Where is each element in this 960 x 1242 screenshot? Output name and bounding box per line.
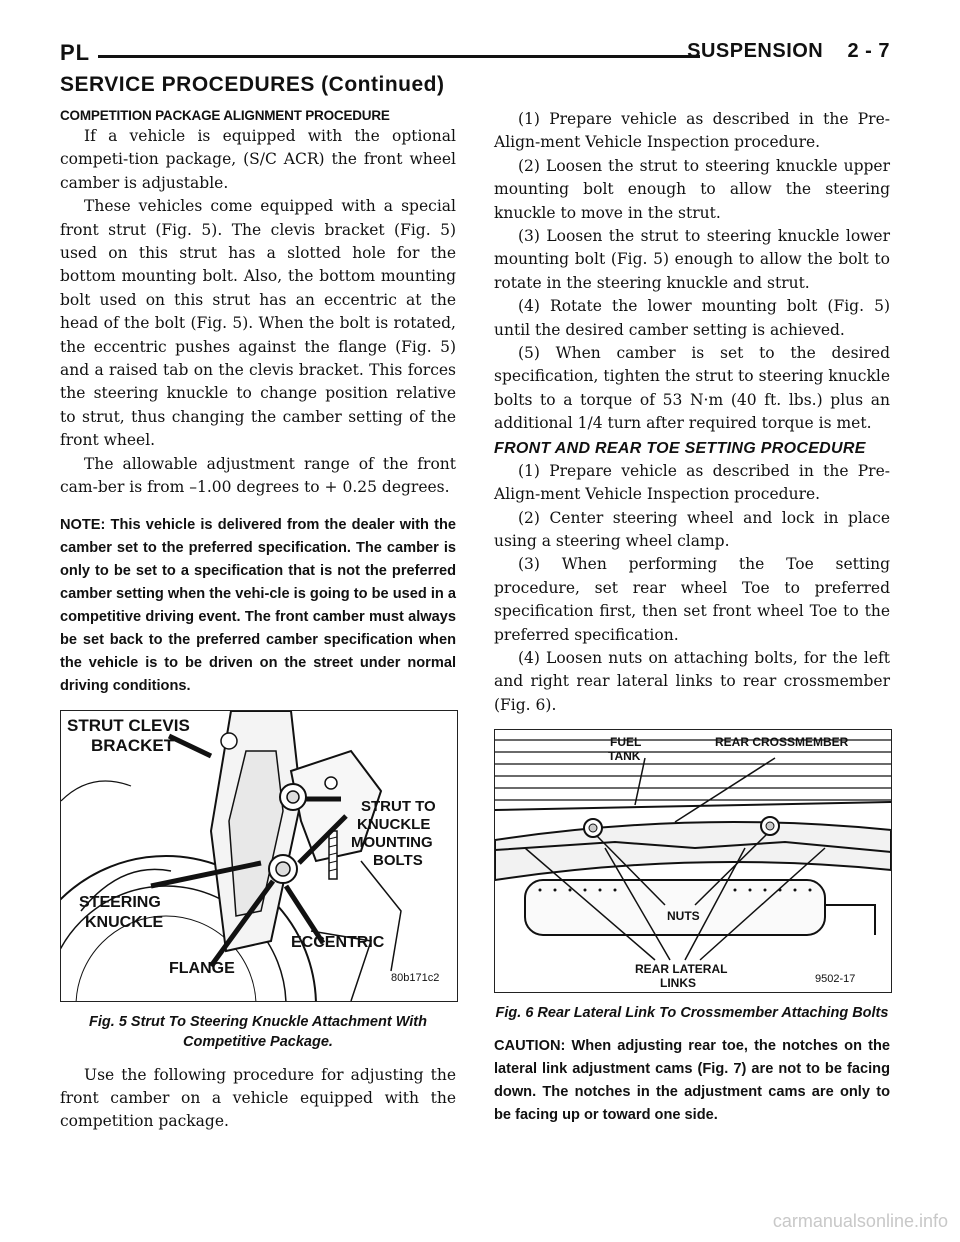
step: (4) Rotate the lower mounting bolt (Fig. 5) until the desired camber setting is achieved. <box>494 297 890 339</box>
label-links: LINKS <box>660 976 696 991</box>
step: (2) Center steering wheel and lock in place using a steering wheel clamp. <box>494 508 890 550</box>
left-column <box>60 108 456 1134</box>
header-left: PL <box>60 40 91 65</box>
step: (5) When camber is set to the desired specification, tighten the strut to steering knuckle bolts to a torque of 53 N·m (40 ft. lbs.) plus an additional 1/4 turn after required torque is met. <box>494 344 890 433</box>
paragraph: These vehicles come equipped with a special front strut (Fig. 5). The clevis bracket (Fig. 5) used on this strut has a slotted hole for the bottom mounting bolt. Also, the bottom mounting bolt used on this strut has an eccentric at the head of the bolt (Fig. 5). When the bolt is rotated, the eccentric pushes against the flange (Fig. 5) and a raised tab on the clevis bracket. This forces the steering knuckle to change position relative to strut, thus changing the camber setting of the front wheel. <box>60 197 456 450</box>
label-rear-crossmember: REAR CROSSMEMBER <box>715 735 849 750</box>
section-title: SERVICE PROCEDURES (Continued) <box>60 73 445 96</box>
strut-knuckle-illustration <box>61 711 457 1001</box>
label-bracket: BRACKET <box>91 735 175 755</box>
label-mounting: MOUNTING <box>351 833 433 851</box>
label-knuckle-2: KNUCKLE <box>85 913 164 931</box>
label-eccentric: ECCENTRIC <box>291 933 385 951</box>
caution-block: CAUTION: When adjusting rear toe, the notches on the lateral link adjustment cams (Fig. 7) are not to be facing down. The notches in the adjustment cams are only to be facing up or toward one side. <box>494 1038 890 1124</box>
step: (3) When performing the Toe setting procedure, set rear wheel Toe to preferred specification first, then set front wheel Toe to the preferred specification. <box>494 555 890 644</box>
header-rule <box>98 55 700 58</box>
competition-subhead: COMPETITION PACKAGE ALIGNMENT PROCEDURE <box>60 108 390 123</box>
figure-5 <box>60 710 458 1002</box>
label-flange: FLANGE <box>169 959 235 977</box>
figure-code: 80b171c2 <box>391 971 440 984</box>
figure-6-caption: Fig. 6 Rear Lateral Link To Crossmember Attaching Bolts <box>495 1005 889 1022</box>
step: (2) Loosen the strut to steering knuckle upper mounting bolt enough to allow the steering knuckle to move in the strut. <box>494 156 890 222</box>
figure-code: 9502-17 <box>815 973 856 986</box>
label-fuel: FUEL <box>610 735 642 750</box>
label-nuts: NUTS <box>667 909 700 924</box>
paragraph: If a vehicle is equipped with the optional competi-tion package, (S/C ACR) the front wheel camber is adjustable. <box>60 127 456 192</box>
right-column <box>494 108 890 1127</box>
label-strut-to: STRUT TO <box>361 797 436 815</box>
label-knuckle: KNUCKLE <box>357 815 431 833</box>
label-strut-clevis: STRUT CLEVIS <box>67 715 190 735</box>
label-bolts: BOLTS <box>373 851 423 869</box>
figure-5-caption: Fig. 5 Strut To Steering Knuckle Attachment With Competitive Package. <box>89 1013 427 1050</box>
page-header <box>60 40 890 76</box>
watermark: carmanualsonline.info <box>772 1211 948 1231</box>
label-rear-lateral: REAR LATERAL <box>635 962 728 977</box>
step: (3) Loosen the strut to steering knuckle lower mounting bolt (Fig. 5) enough to allow the bolt to rotate in the steering knuckle and strut. <box>494 227 890 292</box>
label-tank: TANK <box>608 749 641 764</box>
toe-subhead: FRONT AND REAR TOE SETTING PROCEDURE <box>494 439 866 457</box>
crossmember-illustration <box>495 730 891 992</box>
step: (1) Prepare vehicle as described in the Pre-Align-ment Vehicle Inspection procedure. <box>494 110 890 152</box>
step: (4) Loosen nuts on attaching bolts, for the left and right rear lateral links to rear crossmember (Fig. 6). <box>494 648 890 714</box>
figure-6 <box>494 729 892 993</box>
paragraph: Use the following procedure for adjusting the front camber on a vehicle equipped with the competition package. <box>60 1065 456 1131</box>
step: (1) Prepare vehicle as described in the Pre-Align-ment Vehicle Inspection procedure. <box>494 461 890 504</box>
paragraph: The allowable adjustment range of the front cam-ber is from –1.00 degrees to + 0.25 degrees. <box>60 454 456 497</box>
header-right: SUSPENSION 2 - 7 <box>687 40 890 62</box>
note-block: NOTE: This vehicle is delivered from the dealer with the camber set to the preferred specification. The camber is only to be set to a specification that is not the preferred camber setting when the vehi-cle is going to be used in a competitive driving event. The front camber must always be set back to the preferred camber specification when the vehicle is to be driven on the street under normal driving conditions. <box>60 516 456 694</box>
label-steering: STEERING <box>79 893 161 911</box>
